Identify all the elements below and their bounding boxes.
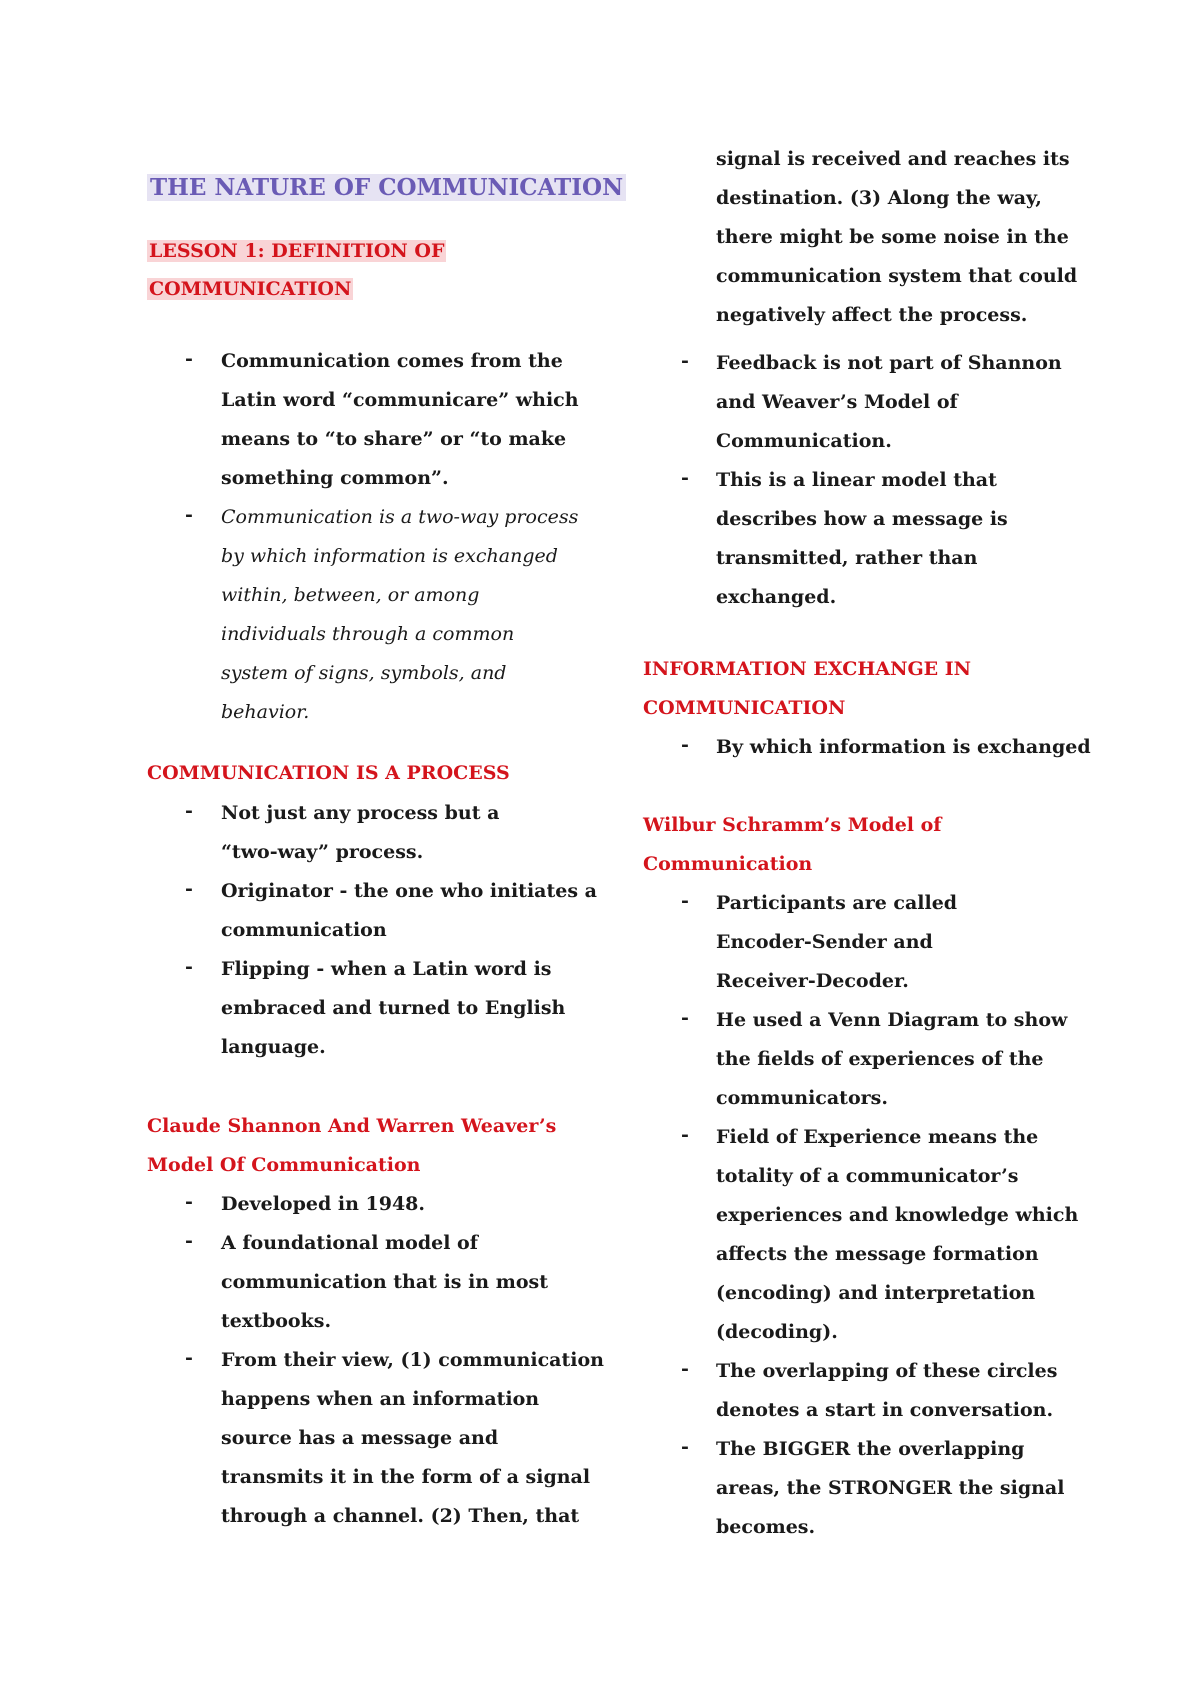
list-item xyxy=(716,884,957,1001)
process-heading: COMMUNICATION IS A PROCESS xyxy=(147,762,510,784)
list-item-line: totality of a communicator’s xyxy=(716,1165,1019,1187)
list-item-line: there might be some noise in the xyxy=(716,226,1069,248)
list-item-line: individuals through a common xyxy=(221,623,515,645)
info-heading-line1: INFORMATION EXCHANGE IN xyxy=(643,658,972,680)
schramm-heading-line1: Wilbur Schramm’s Model of xyxy=(643,814,942,836)
list-item-line: By which information is exchanged xyxy=(716,736,1091,758)
list-item xyxy=(221,342,579,498)
bullet-dash: - xyxy=(185,348,193,370)
list-item xyxy=(221,1224,548,1341)
list-item xyxy=(716,461,1008,617)
bullet-dash: - xyxy=(681,1007,689,1029)
info-heading-line2: COMMUNICATION xyxy=(643,697,846,719)
list-item-line: areas, the STRONGER the signal xyxy=(716,1477,1065,1499)
bullet-dash: - xyxy=(681,734,689,756)
list-item-line: experiences and knowledge which xyxy=(716,1204,1079,1226)
bullet-dash: - xyxy=(185,1191,193,1213)
lesson-heading-line1: LESSON 1: DEFINITION OF xyxy=(149,240,445,262)
list-item-line: (encoding) and interpretation xyxy=(716,1282,1036,1304)
list-item-line: He used a Venn Diagram to show xyxy=(716,1009,1068,1031)
list-item-line: Receiver-Decoder. xyxy=(716,970,909,992)
list-item xyxy=(716,1118,1078,1352)
list-item-line: becomes. xyxy=(716,1516,816,1538)
list-item-line: communication xyxy=(221,919,387,941)
bullet-dash: - xyxy=(681,1124,689,1146)
bullet-dash: - xyxy=(185,1347,193,1369)
list-item-line: communicators. xyxy=(716,1087,888,1109)
bullet-dash: - xyxy=(681,467,689,489)
list-item xyxy=(221,498,578,732)
list-item-line: Communication is a two-way process xyxy=(221,506,579,528)
list-item-line: within, between, or among xyxy=(221,584,480,606)
list-item-line: Field of Experience means the xyxy=(716,1126,1039,1148)
bullet-dash: - xyxy=(681,890,689,912)
bullet-dash: - xyxy=(185,956,193,978)
bullet-dash: - xyxy=(185,1230,193,1252)
list-item-line: Flipping - when a Latin word is xyxy=(221,958,552,980)
bullet-dash: - xyxy=(681,350,689,372)
list-item-line: describes how a message is xyxy=(716,508,1008,530)
bullet-dash: - xyxy=(185,800,193,822)
list-item-line: textbooks. xyxy=(221,1310,332,1332)
list-item-line: From their view, (1) communication xyxy=(221,1349,604,1371)
list-item-line: something common”. xyxy=(221,467,449,489)
list-item-line: Feedback is not part of Shannon xyxy=(716,352,1062,374)
document-title: THE NATURE OF COMMUNICATION xyxy=(147,174,626,201)
list-item-line: (decoding). xyxy=(716,1321,838,1343)
schramm-heading-line2: Communication xyxy=(643,853,813,875)
shannon-heading-line2: Model Of Communication xyxy=(147,1154,421,1176)
list-item-line: Participants are called xyxy=(716,892,958,914)
list-item-line: system of signs, symbols, and xyxy=(221,662,507,684)
list-item-line: language. xyxy=(221,1036,326,1058)
list-item-line: means to “to share” or “to make xyxy=(221,428,567,450)
list-item-line: transmits it in the form of a signal xyxy=(221,1466,591,1488)
list-item-line: by which information is exchanged xyxy=(221,545,558,567)
bullet-dash: - xyxy=(185,878,193,900)
list-item xyxy=(716,1001,1067,1118)
list-item-line: Latin word “communicare” which xyxy=(221,389,579,411)
list-item-line: Developed in 1948. xyxy=(221,1193,425,1215)
list-item-line: exchanged. xyxy=(716,586,837,608)
list-item-continued xyxy=(716,140,1077,335)
list-item-line: Communication comes from the xyxy=(221,350,563,372)
list-item-line: denotes a start in conversation. xyxy=(716,1399,1054,1421)
list-item xyxy=(221,794,499,872)
list-item xyxy=(221,1341,604,1536)
list-item-line: embraced and turned to English xyxy=(221,997,566,1019)
list-item-line: happens when an information xyxy=(221,1388,540,1410)
list-item-line: A foundational model of xyxy=(221,1232,478,1254)
list-item xyxy=(221,872,597,950)
bullet-dash: - xyxy=(185,504,193,526)
list-item xyxy=(221,950,565,1067)
bullet-dash: - xyxy=(681,1436,689,1458)
list-item-line: “two-way” process. xyxy=(221,841,424,863)
shannon-heading-line1: Claude Shannon And Warren Weaver’s xyxy=(147,1115,557,1137)
list-item-line: affects the message formation xyxy=(716,1243,1039,1265)
list-item-line: communication system that could xyxy=(716,265,1078,287)
list-item xyxy=(716,728,1091,767)
list-item-line: The overlapping of these circles xyxy=(716,1360,1058,1382)
list-item-line: This is a linear model that xyxy=(716,469,997,491)
list-item xyxy=(716,1430,1064,1547)
list-item-line: the fields of experiences of the xyxy=(716,1048,1044,1070)
list-item-line: negatively affect the process. xyxy=(716,304,1028,326)
list-item-line: The BIGGER the overlapping xyxy=(716,1438,1025,1460)
list-item xyxy=(716,344,1062,461)
list-item-line: behavior. xyxy=(221,701,310,723)
list-item-line: source has a message and xyxy=(221,1427,499,1449)
list-item xyxy=(221,1185,425,1224)
list-item-line: transmitted, rather than xyxy=(716,547,978,569)
list-item-line: and Weaver’s Model of xyxy=(716,391,958,413)
list-item xyxy=(716,1352,1057,1430)
bullet-dash: - xyxy=(681,1358,689,1380)
list-item-line: through a channel. (2) Then, that xyxy=(221,1505,580,1527)
list-item-line: Encoder-Sender and xyxy=(716,931,933,953)
list-item-line: Originator - the one who initiates a xyxy=(221,880,597,902)
list-item-line: Communication. xyxy=(716,430,892,452)
list-item-line: communication that is in most xyxy=(221,1271,548,1293)
lesson-heading-line2: COMMUNICATION xyxy=(149,278,352,300)
list-item-line: signal is received and reaches its xyxy=(716,148,1070,170)
list-item-line: Not just any process but a xyxy=(221,802,500,824)
list-item-line: destination. (3) Along the way, xyxy=(716,187,1042,209)
